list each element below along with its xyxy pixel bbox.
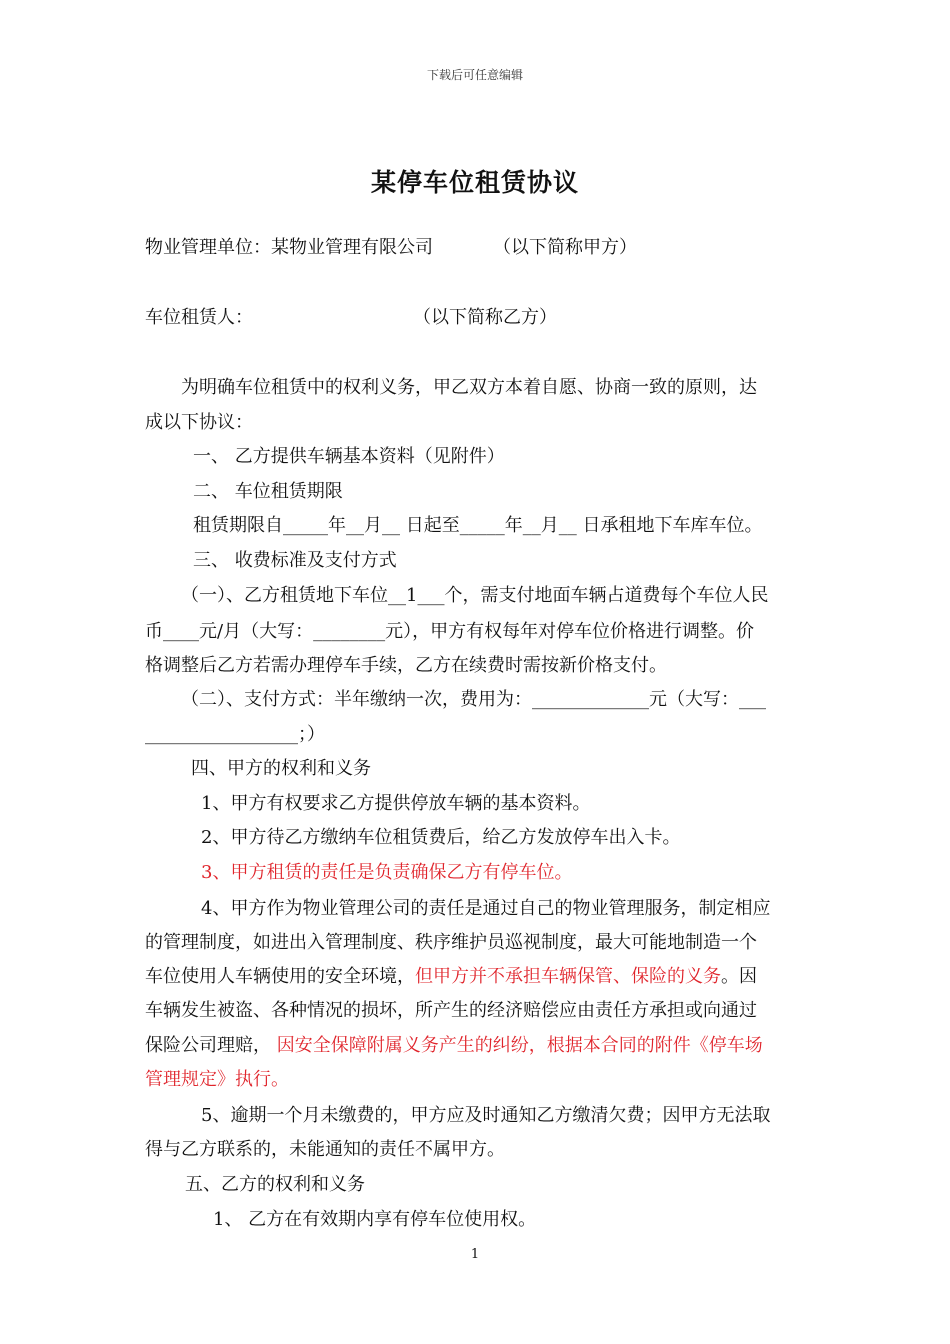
section-2-term: 租赁期限自_____年__月__ 日起至_____年__月__ 日承租地下车库车位。 [193, 515, 763, 536]
party-a-alias: （以下简称甲方） [493, 237, 637, 258]
item4-line5-black: 保险公司理赔， [145, 1035, 271, 1056]
section-3-item1-line3: 格调整后乙方若需办理停车手续，乙方在续费时需按新价格支付。 [145, 655, 667, 676]
section-4-item3: 3、甲方租赁的责任是负责确保乙方有停车位。 [201, 862, 573, 883]
document-title: 某停车位租赁协议 [370, 168, 579, 197]
page-number: 1 [470, 1247, 480, 1262]
section-4-item4-line3 [145, 965, 757, 989]
section-4-item5-line2: 得与乙方联系的，未能通知的责任不属甲方。 [145, 1139, 505, 1160]
item4-line3-black: 车位使用人车辆使用的安全环境， [145, 966, 415, 987]
item4-line5-red: 因安全保障附属义务产生的纠纷，根据本合同的附件《停车场 [271, 1035, 763, 1056]
section-3-item1-line1: （一）、乙方租赁地下车位__1___个，需支付地面车辆占道费每个车位人民 [181, 585, 769, 606]
section-4-item4-line4: 车辆发生被盗、各种情况的损坏，所产生的经济赔偿应由责任方承担或向通过 [145, 1000, 757, 1021]
header-note: 下载后可任意编辑 [426, 68, 523, 82]
section-2-heading: 二、 车位租赁期限 [193, 481, 343, 502]
section-4-item4-line2: 的管理制度，如进出入管理制度、秩序维护员巡视制度，最大可能地制造一个 [145, 932, 757, 953]
section-3-heading: 三、 收费标准及支付方式 [193, 550, 397, 571]
intro-line-2: 成以下协议： [145, 412, 253, 433]
section-5-item1: 1、 乙方在有效期内享有停车位使用权。 [213, 1209, 537, 1230]
section-4-item5-line1: 5、逾期一个月未缴费的，甲方应及时通知乙方缴清欠费；因甲方无法取 [201, 1105, 771, 1126]
section-4-heading: 四、甲方的权利和义务 [191, 758, 371, 779]
section-3-item1-line2: 币____元/月（大写：________元），甲方有权每年对停车位价格进行调整。价 [145, 621, 755, 642]
section-4-item2: 2、甲方待乙方缴纳车位租赁费后，给乙方发放停车出入卡。 [201, 827, 681, 848]
section-4-item4-line6: 管理规定》执行。 [145, 1069, 289, 1090]
party-b-label: 车位租赁人： [145, 307, 253, 328]
section-5-heading: 五、乙方的权利和义务 [185, 1174, 365, 1195]
section-3-item2-line1: （二）、支付方式：半年缴纳一次，费用为：_____________元（大写：___ [181, 689, 766, 710]
party-a-label: 物业管理单位：某物业管理有限公司 [145, 237, 433, 258]
intro-line-1: 为明确车位租赁中的权利义务，甲乙双方本着自愿、协商一致的原则，达 [181, 377, 757, 398]
item4-line3-red: 但甲方并不承担车辆保管、保险的义务 [415, 966, 721, 987]
section-4-item4-line5 [145, 1034, 763, 1058]
section-4-item4-line1: 4、甲方作为物业管理公司的责任是通过自己的物业管理服务，制定相应 [201, 898, 771, 919]
section-4-item1: 1、甲方有权要求乙方提供停放车辆的基本资料。 [201, 793, 591, 814]
item4-line3-end: 。因 [721, 966, 757, 987]
section-3-item2-line2: _________________；） [145, 724, 325, 745]
section-1: 一、 乙方提供车辆基本资料（见附件） [193, 446, 505, 467]
party-b-alias: （以下简称乙方） [413, 307, 557, 328]
